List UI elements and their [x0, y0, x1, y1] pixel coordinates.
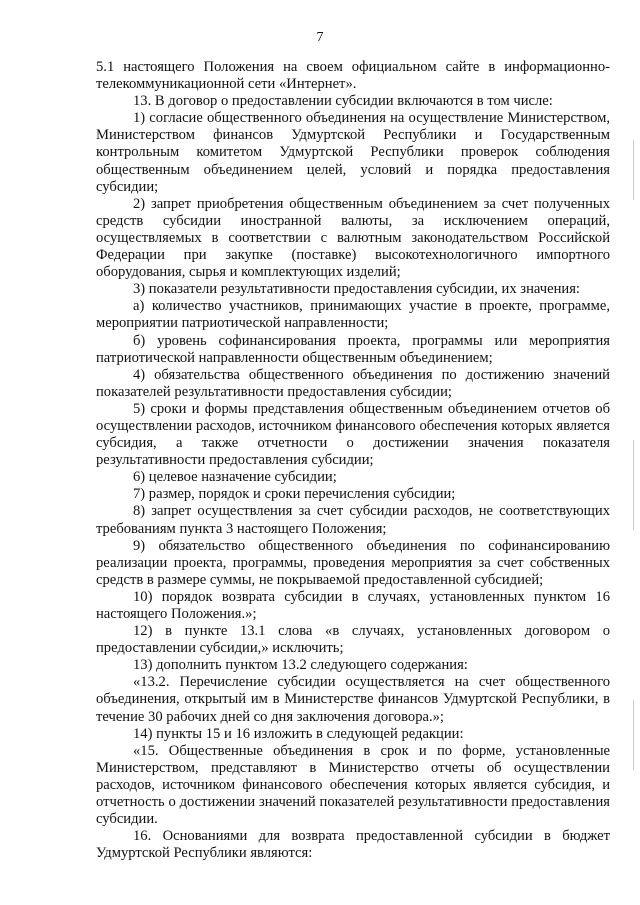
paragraph: 7) размер, порядок и сроки перечисления субсидии; [133, 486, 456, 503]
page-number: 7 [316, 30, 324, 45]
paragraph: 3) показатели результативности предоставления субсидии, их значения: [133, 281, 580, 298]
paragraph: а) количество участников, принимающих участие в проекте, программе, мероприятии патриотической направленности; [96, 298, 610, 332]
paragraph: «13.2. Перечисление субсидии осуществляется на счет общественного объединения, открытый им в Министерстве финансов Удмуртской Республики, в течение 30 рабочих дней со дня заключения договора.»; [96, 674, 610, 725]
paragraph: 13) дополнить пунктом 13.2 следующего содержания: [133, 657, 468, 674]
paragraph: 2) запрет приобретения общественным объединением за счет полученных средств субсидии иностранной валюты, за исключением операций, осуществляемых в соответствии с валютным законодательством Российской Федерации при закупке (поставке) высокотехнологичного импортного оборудования, сырья и комплектующих изделий; [96, 195, 610, 281]
scan-edge-mark [633, 140, 634, 200]
scan-edge-mark [633, 440, 634, 530]
paragraph: 14) пункты 15 и 16 изложить в следующей редакции: [133, 725, 464, 742]
paragraph: 9) обязательство общественного объединения по софинансированию реализации проекта, программы, проведения мероприятия за счет собственных средств в размере суммы, не покрываемой предоставленной субсидией; [96, 537, 610, 588]
paragraph: «15. Общественные объединения в срок и по форме, установленные Министерством, представляют в Министерство отчеты об осуществлении расходов, источником финансового обеспечения которых является субсидия, и отчетность о достижении значений показателей результативности предоставления субсидии. [96, 742, 610, 828]
paragraph: 16. Основаниями для возврата предоставленной субсидии в бюджет Удмуртской Республики являются: [96, 828, 610, 862]
paragraph: 8) запрет осуществления за счет субсидии расходов, не соответствующих требованиям пункта 3 настоящего Положения; [96, 503, 610, 537]
paragraph: 13. В договор о предоставлении субсидии включаются в том числе: [133, 93, 553, 110]
document-body [96, 59, 610, 862]
paragraph: 4) обязательства общественного объединения по достижению значений показателей результативности предоставления субсидии; [96, 366, 610, 400]
paragraph: 5.1 настоящего Положения на своем официальном сайте в информационно-телекоммуникационной сети «Интернет». [96, 59, 610, 93]
scan-edge-mark [633, 700, 634, 770]
paragraph: б) уровень софинансирования проекта, программы или мероприятия патриотической направленности общественным объединением; [96, 332, 610, 366]
paragraph: 1) согласие общественного объединения на осуществление Министерством, Министерством финансов Удмуртской Республики и Государственным контрольным комитетом Удмуртской Республики проверок соблюдения общественным объединением целей, условий и порядка предоставления субсидии; [96, 110, 610, 195]
paragraph: 12) в пункте 13.1 слова «в случаях, установленных договором о предоставлении субсидии,» исключить; [96, 623, 610, 657]
paragraph: 6) целевое назначение субсидии; [133, 469, 337, 486]
paragraph: 10) порядок возврата субсидии в случаях, установленных пунктом 16 настоящего Положения.»; [96, 588, 610, 622]
paragraph: 5) сроки и формы представления общественным объединением отчетов об осуществлении расходов, источником финансового обеспечения которых является субсидия, а также отчетности о достижении значения показателя результативности предоставления субсидии; [96, 400, 610, 469]
